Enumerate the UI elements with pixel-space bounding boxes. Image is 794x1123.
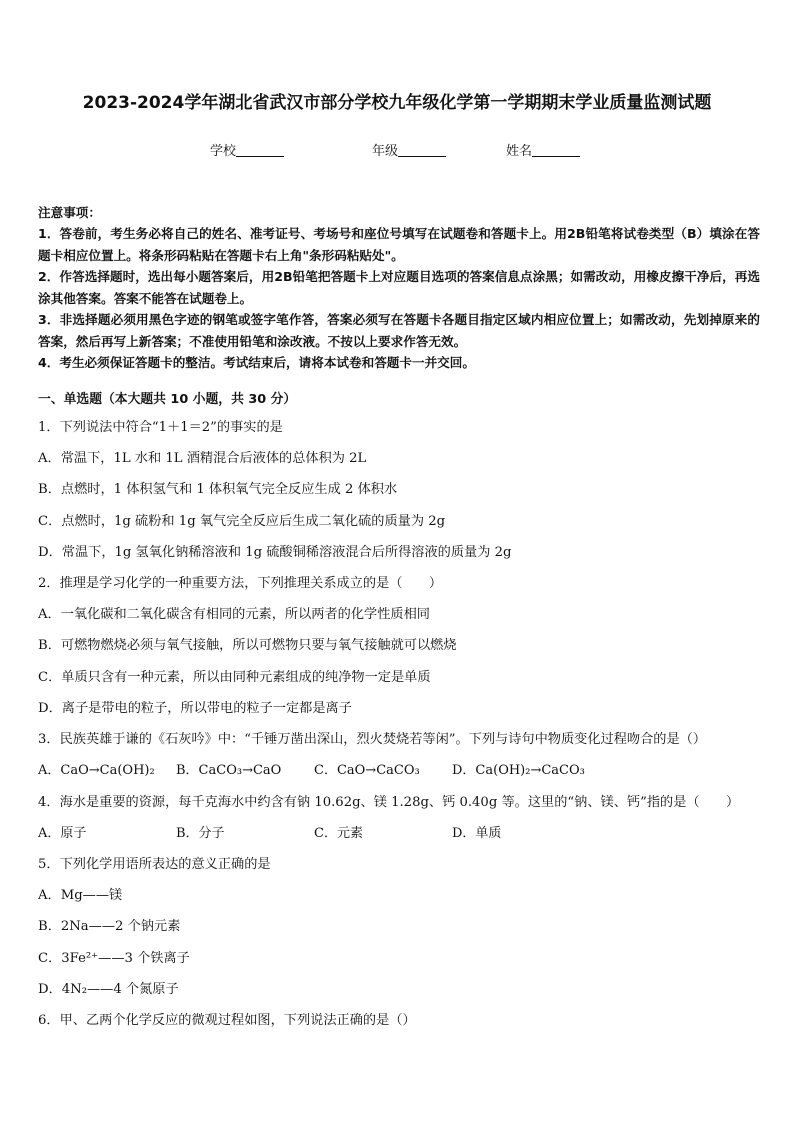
school-label: 学校 bbox=[210, 144, 237, 159]
q1-option-d[interactable]: D．常温下，1g 氢氧化钠稀溶液和 1g 硫酸铜稀溶液混合后所得溶液的质量为 2g bbox=[38, 545, 512, 560]
notice-item: 3．非选择题必须用黑色字迹的钢笔或签字笔作答，答案必须写在答题卡各题目指定区域内相应位置上；如需改动，先划掉原来的答案，然后再写上新答案；不准使用铅笔和涂改液。不按以上要求作答无效。 bbox=[38, 312, 760, 349]
notice-list bbox=[38, 223, 760, 374]
q5-option-d[interactable]: D．4N₂——4 个氮原子 bbox=[38, 982, 179, 997]
q1-option-b[interactable]: B．点燃时，1 体积氢气和 1 体积氧气完全反应生成 2 体积水 bbox=[38, 482, 398, 497]
q3-option-c[interactable]: C．CaO→CaCO₃ bbox=[314, 763, 420, 778]
q1-option-c[interactable]: C．点燃时，1g 硫粉和 1g 氧气完全反应后生成二氧化硫的质量为 2g bbox=[38, 514, 446, 529]
grade-field[interactable] bbox=[372, 140, 446, 159]
q2-option-a[interactable]: A．一氧化碳和二氧化碳含有相同的元素，所以两者的化学性质相同 bbox=[38, 607, 430, 622]
name-label: 姓名 bbox=[506, 144, 533, 159]
q6-stem: 6．甲、乙两个化学反应的微观过程如图，下列说法正确的是（） bbox=[38, 1013, 416, 1028]
q5-stem: 5．下列化学用语所表达的意义正确的是 bbox=[38, 857, 271, 872]
q4-option-c[interactable]: C．元素 bbox=[314, 826, 363, 841]
notice-item: 4．考生必须保证答题卡的整洁。考试结束后，请将本试卷和答题卡一并交回。 bbox=[38, 355, 475, 370]
q5-option-a[interactable]: A．Mg——镁 bbox=[38, 888, 123, 903]
notice-item: 1．答卷前，考生务必将自己的姓名、准考证号、考场号和座位号填写在试题卷和答题卡上。用2B铅笔将试卷类型（B）填涂在答题卡相应位置上。将条形码粘贴在答题卡右上角"条形码粘贴处"。 bbox=[38, 226, 760, 263]
exam-title: 2023-2024学年湖北省武汉市部分学校九年级化学第一学期期末学业质量监测试题 bbox=[82, 93, 712, 113]
notice-heading: 注意事项： bbox=[38, 205, 101, 220]
q2-option-b[interactable]: B．可燃物燃烧必须与氧气接触，所以可燃物只要与氧气接触就可以燃烧 bbox=[38, 638, 457, 653]
name-blank[interactable] bbox=[532, 144, 580, 157]
q1-option-a[interactable]: A．常温下，1L 水和 1L 酒精混合后液体的总体积为 2L bbox=[38, 451, 367, 466]
school-field[interactable] bbox=[210, 140, 284, 159]
q4-option-a[interactable]: A．原子 bbox=[38, 826, 87, 841]
q5-option-b[interactable]: B．2Na——2 个钠元素 bbox=[38, 919, 181, 934]
q2-option-d[interactable]: D．离子是带电的粒子，所以带电的粒子一定都是离子 bbox=[38, 701, 352, 716]
section-heading: 一、单选题（本大题共 10 小题，共 30 分） bbox=[38, 392, 297, 407]
grade-label: 年级 bbox=[372, 144, 399, 159]
q5-option-c[interactable]: C．3Fe²⁺——3 个铁离子 bbox=[38, 951, 190, 966]
q4-option-b[interactable]: B．分子 bbox=[176, 826, 225, 841]
q1-stem: 1．下列说法中符合“1＋1＝2”的事实的是 bbox=[38, 420, 283, 435]
q3-option-b[interactable]: B．CaCO₃→CaO bbox=[176, 763, 282, 778]
q2-stem: 2．推理是学习化学的一种重要方法，下列推理关系成立的是（ ） bbox=[38, 576, 443, 591]
name-field[interactable] bbox=[506, 140, 580, 159]
q3-option-a[interactable]: A．CaO→Ca(OH)₂ bbox=[38, 763, 155, 778]
q2-option-c[interactable]: C．单质只含有一种元素，所以由同种元素组成的纯净物一定是单质 bbox=[38, 670, 431, 685]
q4-stem: 4．海水是重要的资源，每千克海水中约含有钠 10.62g、镁 1.28g、钙 0.40g 等。这里的“钠、镁、钙”指的是（ ） bbox=[38, 795, 740, 810]
q4-option-d[interactable]: D．单质 bbox=[452, 826, 502, 841]
grade-blank[interactable] bbox=[398, 144, 446, 157]
notice-item: 2．作答选择题时，选出每小题答案后，用2B铅笔把答题卡上对应题目选项的答案信息点涂黑；如需改动，用橡皮擦干净后，再选涂其他答案。答案不能答在试题卷上。 bbox=[38, 269, 760, 306]
q3-stem: 3．民族英雄于谦的《石灰吟》中：“千锤万凿出深山，烈火焚烧若等闲”。下列与诗句中物质变化过程吻合的是（） bbox=[38, 732, 707, 747]
q3-option-d[interactable]: D．Ca(OH)₂→CaCO₃ bbox=[452, 763, 585, 778]
school-blank[interactable] bbox=[236, 144, 284, 157]
